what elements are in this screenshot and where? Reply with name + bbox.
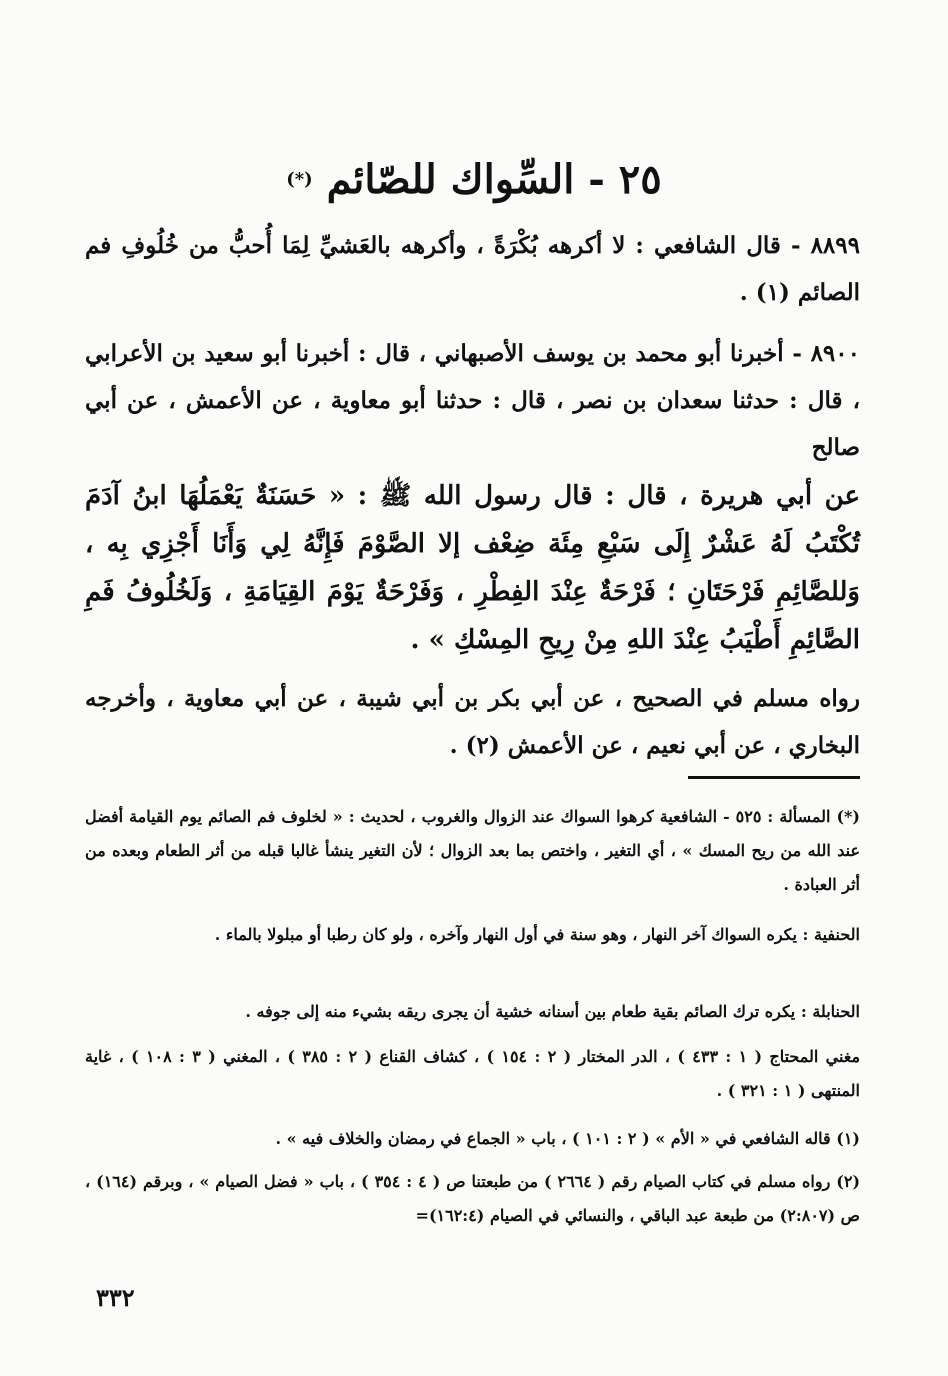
footnote-hanafiyya-text: يكره السواك آخر النهار ، وهو سنة في أول النهار وآخره ، ولو كان رطبا أو مبلولا بالماء . (214, 925, 797, 944)
footnote-hanafiyya-label: الحنفية : (802, 925, 860, 944)
heading-footnote-marker: (*) (286, 169, 313, 190)
footnote-hanabila-label: الحنابلة : (800, 1002, 860, 1021)
footnote-shafiiyya-label: (*) المسألة : ٥٢٥ - الشافعية (659, 807, 860, 826)
footnote-2: (٢) رواه مسلم في كتاب الصيام رقم ( ٢٦٦٤ ) من طبعتنا ص ( ٤ : ٣٥٤ ) ، باب « فضل الصيام » ، وبرقم (١٦٤) ، ص (٢:٨٠٧) من طبعة عبد الباقي ، والنسائي في الصيام (١٦٢:٤)= (85, 1172, 861, 1225)
chapter-heading-text: ٢٥ - السِّواك للصّائم (326, 156, 662, 203)
footnote-sources: مغني المحتاج ( ١ : ٤٣٣ ) ، الدر المختار ( ٢ : ١٥٤ ) ، كشاف القناع ( ٢ : ٣٨٥ ) ، المغني ( ٣ : ١٠٨ ) ، غاية المنتهى ( ١ : ٣٢١ ) . (85, 1047, 861, 1100)
footnote-shafiiyya-text: كرهوا السواك عند الزوال والغروب ، لحديث : « لخلوف فم الصائم يوم القيامة أفضل عند الله من ريح المسك » ، أي التغير ، واختص بما بعد الزوال ؛ لأن التغير ينشأ غالبا قبله من أثر الطعام وبعده من أثر العبادة . (85, 807, 860, 894)
footnote-1: (١) قاله الشافعي في « الأم » ( ٢ : ١٠١ ) ، باب « الجماع في رمضان والخلاف فيه » . (275, 1129, 860, 1148)
page-number: ٣٣٢ (96, 1283, 135, 1312)
chapter-heading (0, 150, 948, 210)
hadith-text: عن أبي هريرة ، قال : قال رسول الله ﷺ : « حَسَنَةٌ يَعْمَلُهَا ابنُ آدَمَ تُكْتَبُ لَهُ عَشْرٌ إِلَى سَبْعِ مِئَة ضِعْف إلا الصَّوْمَ فَإِنَّهُ لِي وَأَنَا أَجْزِي بِه ، وَللصَّائِمِ فَرْحَتَانِ ؛ فَرْحَةٌ عِنْدَ الفِطْرِ ، وَفَرْحَةٌ يَوْمَ القِيَامَةِ ، وَلَخُلُوفُ فَمِ الصَّائِمِ أَطْيَبُ عِنْدَ اللهِ مِنْ رِيحِ المِسْكِ » . (85, 481, 860, 655)
footnote-separator (688, 776, 860, 779)
takhrij-paragraph: رواه مسلم في الصحيح ، عن أبي بكر بن أبي شيبة ، عن أبي معاوية ، وأخرجه البخاري ، عن أبي نعيم ، عن الأعمش (٢) . (85, 685, 860, 759)
paragraph-8900-isnad: ٨٩٠٠ - أخبرنا أبو محمد بن يوسف الأصبهاني ، قال : أخبرنا أبو سعيد بن الأعرابي ، قال : حدثنا سعدان بن نصر ، قال : حدثنا أبو معاوية ، عن الأعمش ، عن أبي صالح (85, 340, 860, 461)
footnote-hanabila (85, 995, 860, 1029)
footnote-hanafiyya (85, 918, 860, 952)
footnote-shafiiyya (85, 800, 860, 902)
paragraph-8899: ٨٨٩٩ - قال الشافعي : لا أكرهه بُكْرَةً ، وأكرهه بالعَشيِّ لِمَا أُحبُّ من خُلُوفِ فم الصائم (١) . (85, 232, 860, 306)
footnote-hanabila-text: يكره ترك الصائم بقية طعام بين أسنانه خشية أن يجرى ريقه بشيء منه إلى جوفه . (245, 1002, 796, 1021)
